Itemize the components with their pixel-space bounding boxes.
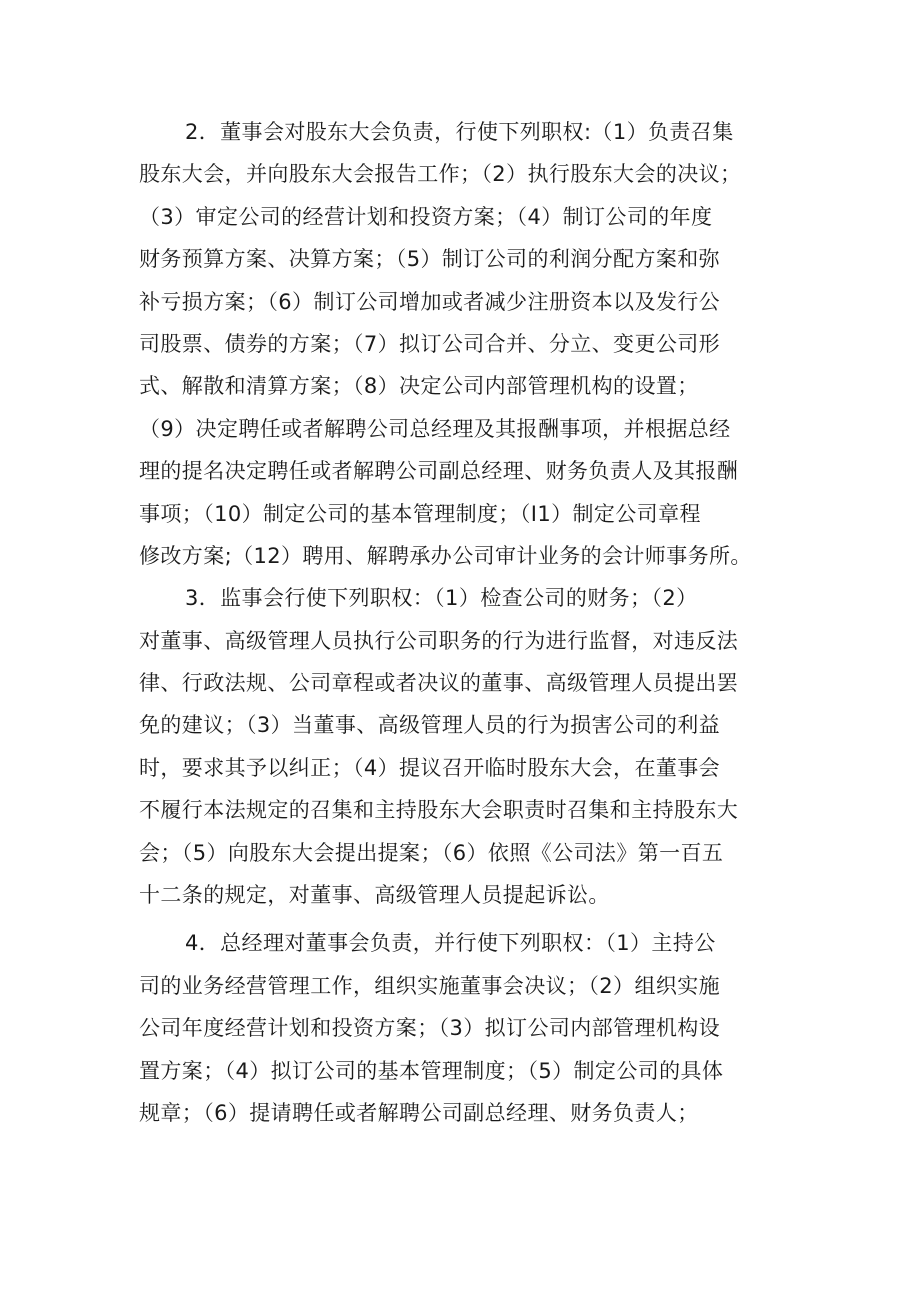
- text-line: 3．监事会行使下列职权：（1）检查公司的财务；（2）: [185, 586, 698, 611]
- text-line: 公司年度经营计划和投资方案；（3）拟订公司内部管理机构设: [139, 1016, 721, 1041]
- text-line: 十二条的规定，对董事、高级管理人员提起诉讼。: [139, 883, 610, 908]
- text-line: 免的建议；（3）当董事、高级管理人员的行为损害公司的利益: [139, 713, 721, 738]
- text-line: 式、解散和清算方案；（8）决定公司内部管理机构的设置；: [139, 374, 699, 399]
- text-line: 事项；（10）制定公司的基本管理制度；（I1）制定公司章程: [139, 501, 701, 526]
- text-line: 会；（5）向股东大会提出提案；（6）依照《公司法》第一百五: [139, 840, 724, 865]
- text-line: 2．董事会对股东大会负责，行使下列职权:（1）负责召集: [185, 120, 734, 144]
- paragraph-supervisory-powers: [139, 577, 799, 916]
- text-line: 司的业务经营管理工作，组织实施董事会决议；（2）组织实施: [139, 973, 721, 998]
- text-line: 股东大会，并向股东大会报告工作；（2）执行股东大会的决议；: [139, 162, 742, 187]
- text-line: 律、行政法规、公司章程或者决议的董事、高级管理人员提出罢: [139, 671, 739, 696]
- text-line: （3）审定公司的经营计划和投资方案；（4）制订公司的年度: [139, 204, 713, 229]
- text-line: 对董事、高级管理人员执行公司职务的行为进行监督，对违反法: [139, 628, 739, 653]
- paragraph-manager-powers: [139, 922, 799, 1134]
- text-line: 置方案；（4）拟订公司的基本管理制度；（5）制定公司的具体: [139, 1058, 724, 1083]
- text-line: 财务预算方案、决算方案；（5）制订公司的利润分配方案和弥: [139, 247, 721, 272]
- text-line: 规章；（6）提请聘任或者解聘公司副总经理、财务负责人；: [139, 1100, 699, 1125]
- text-line: （9）决定聘任或者解聘公司总经理及其报酬事项，并根据总经: [139, 416, 731, 441]
- document-body: [139, 111, 799, 1134]
- text-line: 修改方案;（12）聘用、解聘承办公司审计业务的会计师事务所。: [139, 543, 752, 568]
- text-line: 时，要求其予以纠正；（4）提议召开临时股东大会，在董事会: [139, 755, 721, 780]
- text-line: 司股票、债券的方案；（7）拟订公司合并、分立、变更公司形: [139, 331, 721, 356]
- paragraph-board-powers: [139, 111, 799, 577]
- text-line: 补亏损方案；（6）制订公司增加或者减少注册资本以及发行公: [139, 289, 721, 314]
- text-line: 4．总经理对董事会负责，并行使下列职权：（1）主持公: [185, 931, 716, 956]
- text-line: 理的提名决定聘任或者解聘公司副总经理、财务负责人及其报酬: [139, 459, 739, 484]
- text-line: 不履行本法规定的召集和主持股东大会职责时召集和主持股东大: [139, 798, 739, 823]
